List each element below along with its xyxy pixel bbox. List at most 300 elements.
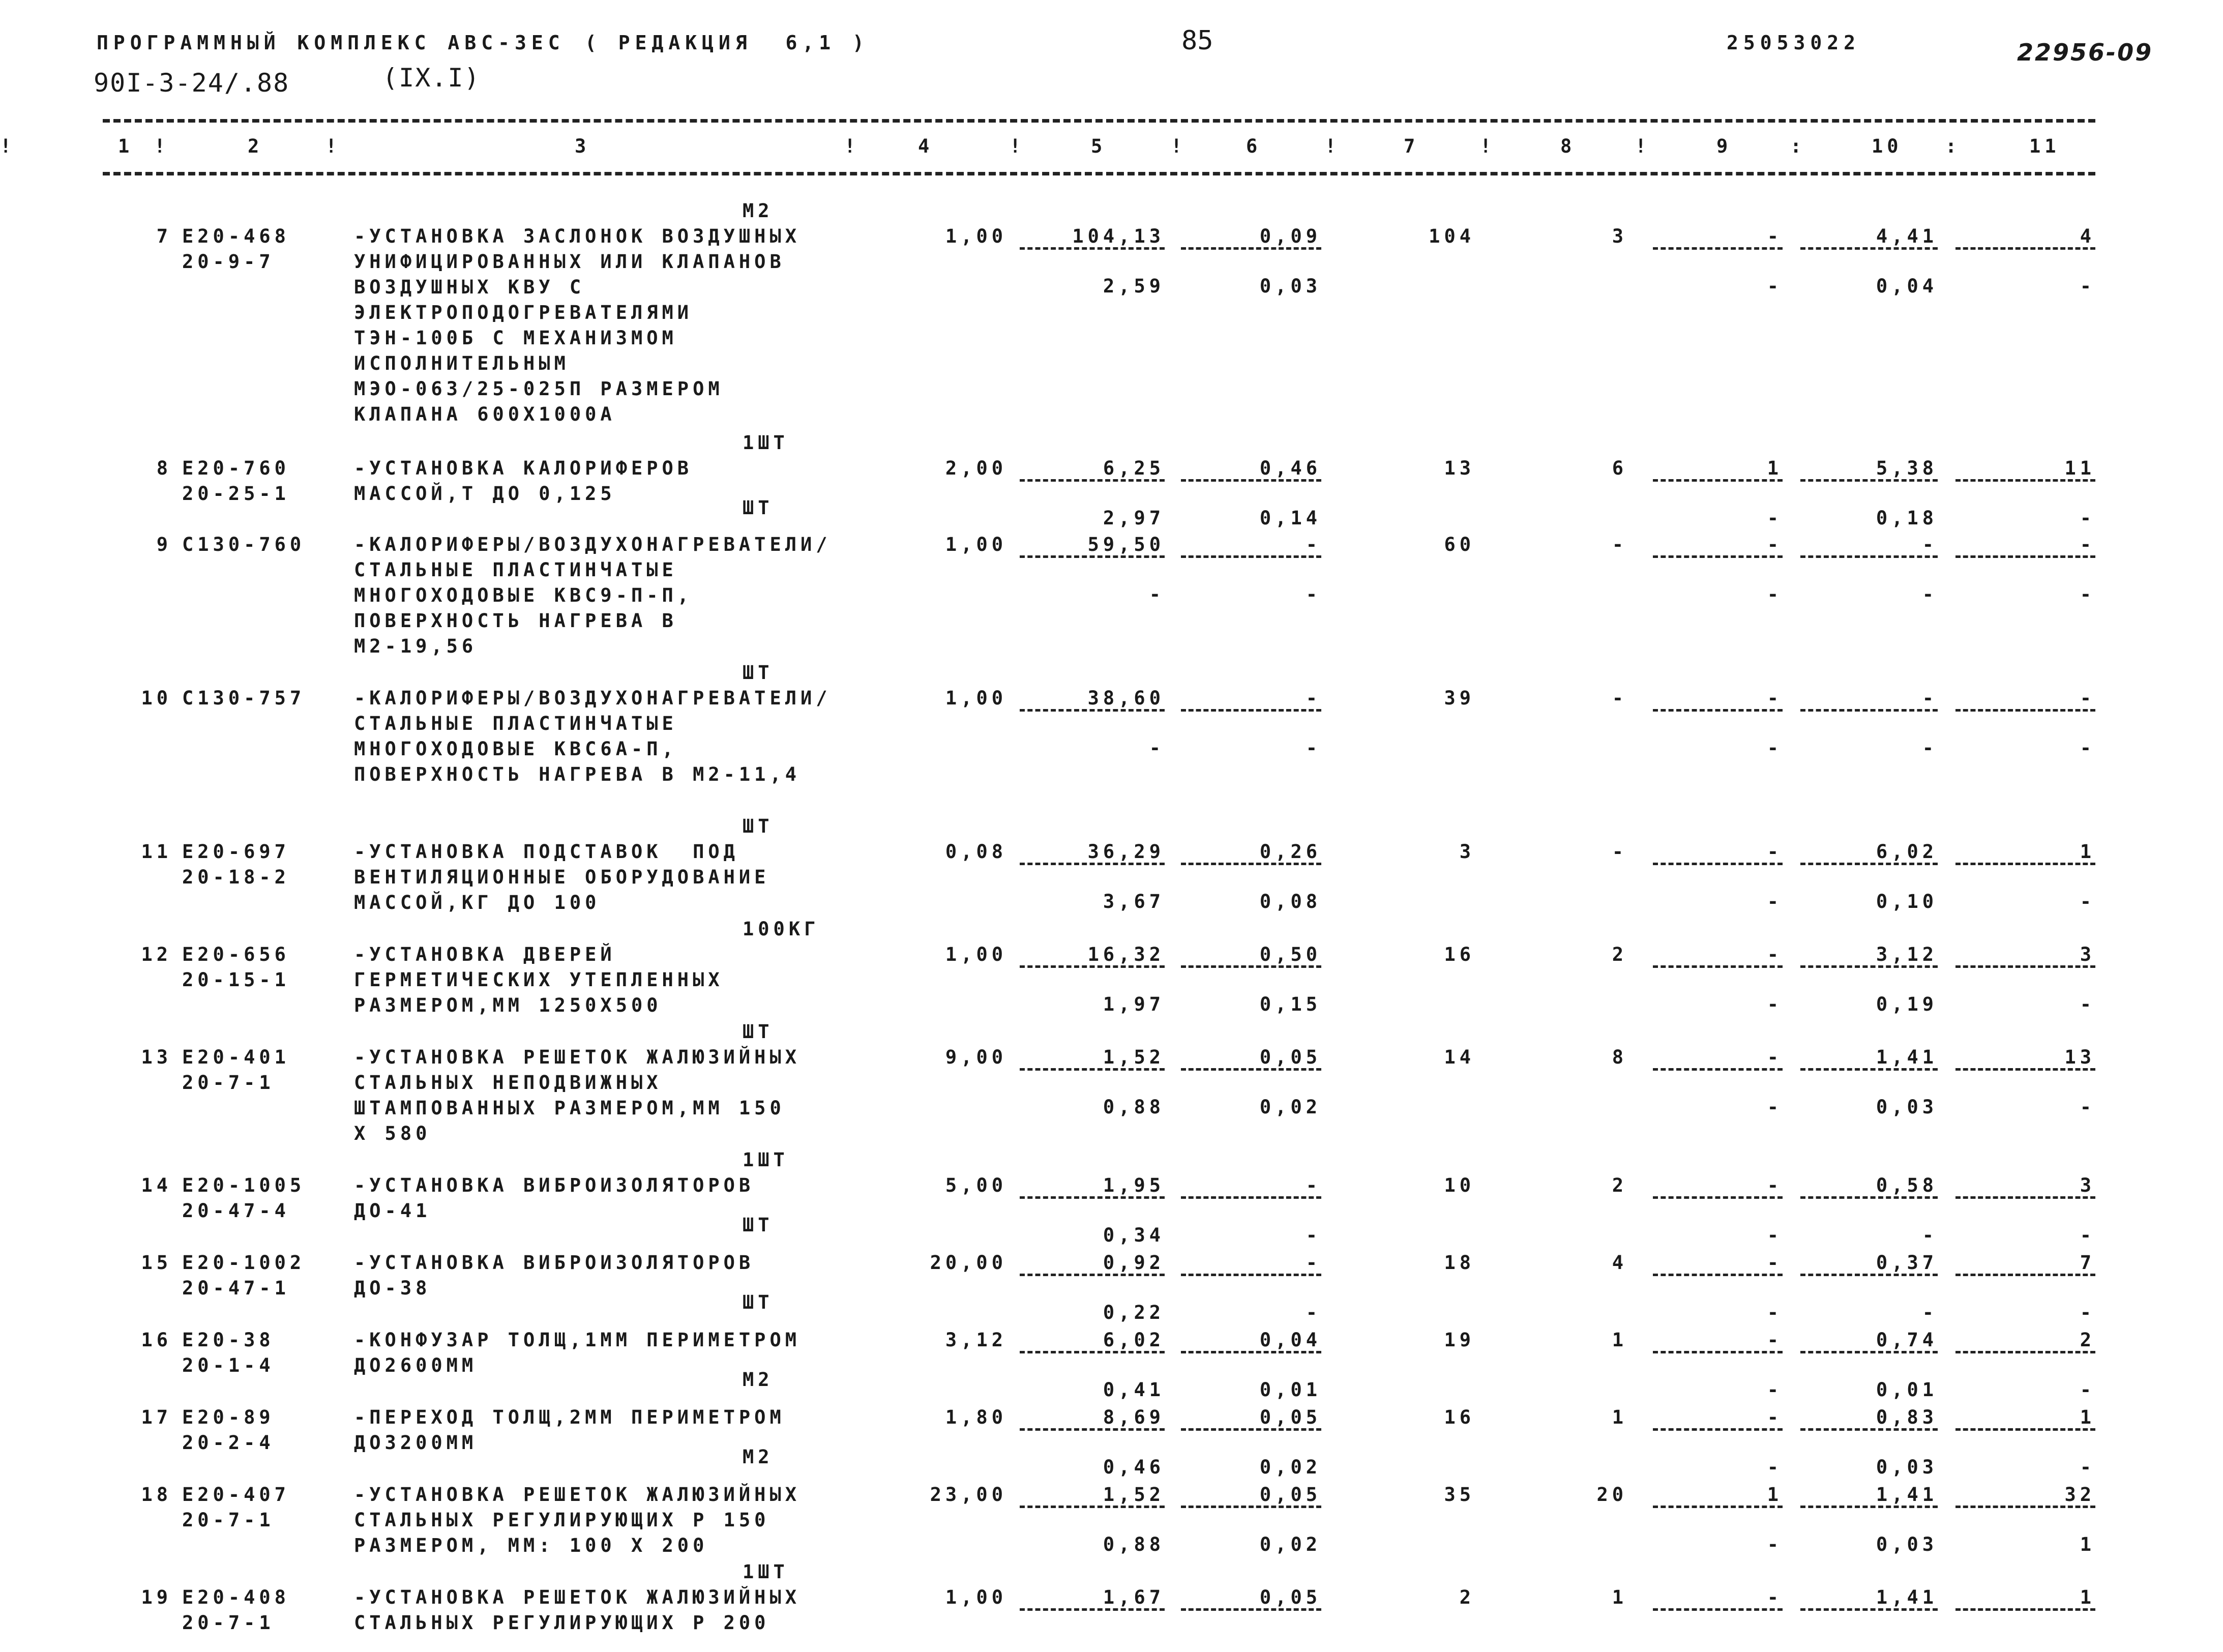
cell-divider [1955, 863, 2095, 865]
rate-code: Е20-1005 [182, 1174, 306, 1196]
cell-c10b: 0,10 [1876, 891, 1938, 912]
cell-c5: 1,52 [1103, 1484, 1165, 1506]
cell-c5b: 0,88 [1103, 1533, 1165, 1555]
cell-divider [1955, 247, 2095, 250]
cell-c10b: - [1922, 1224, 1938, 1246]
cell-c11b: - [2080, 993, 2095, 1015]
cell-c4: 1,00 [945, 225, 1007, 247]
cell-c6b: 0,14 [1259, 507, 1321, 529]
cell-divider [1955, 965, 2095, 968]
cell-divider [1955, 555, 2095, 558]
rate-code: Е20-408 [182, 1586, 290, 1608]
cell-c7: 60 [1444, 534, 1475, 555]
cell-c9b: - [1767, 583, 1783, 605]
cell-divider [1181, 1428, 1321, 1431]
cell-divider [1181, 709, 1321, 712]
cell-divider [1955, 1351, 2095, 1353]
work-description-line: -УСТАНОВКА РЕШЕТОК ЖАЛЮЗИЙНЫХ [354, 1484, 801, 1506]
cell-c4: 23,00 [930, 1484, 1007, 1506]
header-rule-top [103, 119, 2095, 123]
cell-divider [1955, 479, 2095, 482]
unit-label: ШТ [743, 1214, 774, 1236]
cell-c5: 104,13 [1072, 225, 1165, 247]
cell-c10: 1,41 [1876, 1046, 1938, 1068]
cell-c6: 0,46 [1259, 457, 1321, 479]
cell-c6b: 0,01 [1259, 1379, 1321, 1401]
cell-divider [1653, 555, 1783, 558]
work-description-line: СТАЛЬНЫЕ ПЛАСТИНЧАТЫЕ [354, 713, 677, 734]
cell-divider [1653, 247, 1783, 250]
cell-c6: - [1306, 1252, 1321, 1274]
row-number: 12 [141, 943, 172, 965]
cell-divider [1800, 965, 1938, 968]
cell-divider [1653, 1428, 1783, 1431]
cell-c11b: - [2080, 275, 2095, 297]
cell-c6: 0,05 [1259, 1046, 1321, 1068]
cell-c9: - [1767, 1329, 1783, 1351]
rate-subcode: 20-7-1 [182, 1072, 275, 1094]
row-number: 17 [141, 1406, 172, 1428]
cell-c6b: - [1306, 583, 1321, 605]
cell-divider [1955, 1068, 2095, 1071]
row-number: 9 [156, 534, 172, 555]
cell-divider [1800, 479, 1938, 482]
cell-c9: - [1767, 687, 1783, 709]
cell-c5: 1,67 [1103, 1586, 1165, 1608]
work-description-line: ВОЗДУШНЫХ КВУ С [354, 276, 585, 298]
cell-c7: 39 [1444, 687, 1475, 709]
cell-c11b: - [2080, 1379, 2095, 1401]
work-description-line: -КАЛОРИФЕРЫ/ВОЗДУХОНАГРЕВАТЕЛИ/ [354, 534, 832, 555]
work-description-line: ИСПОЛНИТЕЛЬНЫМ [354, 352, 570, 374]
cell-c4: 1,00 [945, 1586, 1007, 1608]
cell-c9: - [1767, 1586, 1783, 1608]
cell-c6b: - [1306, 737, 1321, 759]
cell-c11b: - [2080, 583, 2095, 605]
cell-c4: 3,12 [945, 1329, 1007, 1351]
cell-c4: 2,00 [945, 457, 1007, 479]
work-description-line: КЛАПАНА 600Х1000А [354, 403, 616, 425]
unit-label: ШТ [743, 1021, 774, 1043]
cell-divider [1181, 247, 1321, 250]
cell-divider [1181, 1351, 1321, 1353]
column-header-6: 6 [1246, 135, 1262, 157]
cell-c10b: 0,01 [1876, 1379, 1938, 1401]
cell-c6b: 0,02 [1259, 1456, 1321, 1478]
work-description-line: ДО-41 [354, 1200, 431, 1222]
cell-c11: 1 [2080, 841, 2095, 863]
cell-c10b: 0,18 [1876, 507, 1938, 529]
cell-c7: 10 [1444, 1174, 1475, 1196]
cell-c11b: - [2080, 1096, 2095, 1118]
cell-c5: 59,50 [1087, 534, 1165, 555]
column-header-1: 1 [118, 135, 134, 157]
rate-code: Е20-468 [182, 225, 290, 247]
cell-c6b: 0,03 [1259, 275, 1321, 297]
cell-divider [1800, 1196, 1938, 1199]
cell-c5: 16,32 [1087, 943, 1165, 965]
work-description-line: ТЭН-100Б С МЕХАНИЗМОМ [354, 327, 677, 349]
cell-c6: 0,26 [1259, 841, 1321, 863]
cell-divider [1020, 965, 1165, 968]
cell-c9b: - [1767, 1456, 1783, 1478]
row-number: 11 [141, 841, 172, 863]
cell-c9b: - [1767, 1533, 1783, 1555]
cell-divider [1181, 1506, 1321, 1508]
rate-code: Е20-401 [182, 1046, 290, 1068]
cell-c8: 3 [1612, 225, 1627, 247]
cell-c11: 3 [2080, 1174, 2095, 1196]
cell-divider [1800, 1506, 1938, 1508]
cell-c5b: 0,46 [1103, 1456, 1165, 1478]
unit-label: ШТ [743, 662, 774, 684]
cell-divider [1800, 709, 1938, 712]
rate-subcode: 20-2-4 [182, 1432, 275, 1454]
cell-c4: 0,08 [945, 841, 1007, 863]
cell-c7: 13 [1444, 457, 1475, 479]
rate-subcode: 20-7-1 [182, 1509, 275, 1531]
work-description-line: РАЗМЕРОМ, ММ: 100 Х 200 [354, 1535, 708, 1556]
program-title: ПРОГРАММНЫЙ КОМПЛЕКС АВС-3ЕС [97, 32, 565, 54]
cell-c5b: 0,88 [1103, 1096, 1165, 1118]
cell-divider [1181, 1068, 1321, 1071]
header-rule-bottom [103, 172, 2095, 175]
work-description-line: Х 580 [354, 1123, 431, 1144]
cell-c10: 1,41 [1876, 1586, 1938, 1608]
cell-c10: - [1922, 534, 1938, 555]
cell-c11: 32 [2064, 1484, 2095, 1506]
work-description-line: МНОГОХОДОВЫЕ КВС9-П-П, [354, 584, 693, 606]
cell-c5b: - [1149, 737, 1165, 759]
cell-divider [1955, 1196, 2095, 1199]
cell-c6b: - [1306, 1302, 1321, 1323]
cell-divider [1800, 1608, 1938, 1611]
rate-code: С130-757 [182, 687, 306, 709]
rate-code: Е20-38 [182, 1329, 275, 1351]
work-description-line: СТАЛЬНЫХ РЕГУЛИРУЮЩИХ Р 200 [354, 1612, 770, 1634]
work-description-line: ДО2600ММ [354, 1354, 478, 1376]
cell-divider [1955, 1274, 2095, 1276]
cell-divider [1020, 1608, 1165, 1611]
work-description-line: -УСТАНОВКА ВИБРОИЗОЛЯТОРОВ [354, 1174, 755, 1196]
cell-c9: - [1767, 841, 1783, 863]
work-description-line: ДО-38 [354, 1277, 431, 1299]
cell-c6: - [1306, 687, 1321, 709]
rate-code: С130-760 [182, 534, 306, 555]
cell-c7: 16 [1444, 1406, 1475, 1428]
cell-c10b: 0,03 [1876, 1533, 1938, 1555]
cell-c10b: 0,03 [1876, 1096, 1938, 1118]
document-code: 25053022 [1727, 32, 1861, 54]
cell-c5: 6,02 [1103, 1329, 1165, 1351]
cell-divider [1020, 1506, 1165, 1508]
cell-c7: 2 [1459, 1586, 1475, 1608]
cell-divider [1020, 1068, 1165, 1071]
unit-label: ШТ [743, 815, 774, 837]
cell-c4: 5,00 [945, 1174, 1007, 1196]
cell-c7: 18 [1444, 1252, 1475, 1274]
cell-c9: - [1767, 1252, 1783, 1274]
cell-divider [1020, 1428, 1165, 1431]
cell-divider [1800, 1351, 1938, 1353]
work-description-line: УНИФИЦИРОВАННЫХ ИЛИ КЛАПАНОВ [354, 251, 785, 273]
cell-c6b: 0,02 [1259, 1096, 1321, 1118]
cell-divider [1181, 1274, 1321, 1276]
cell-c11b: - [2080, 1456, 2095, 1478]
rate-subcode: 20-47-4 [182, 1200, 290, 1222]
cell-c11: - [2080, 534, 2095, 555]
row-number: 19 [141, 1586, 172, 1608]
cell-c9b: - [1767, 275, 1783, 297]
cell-c11: 1 [2080, 1406, 2095, 1428]
cell-divider [1653, 965, 1783, 968]
cell-c5b: 0,41 [1103, 1379, 1165, 1401]
work-description-line: -УСТАНОВКА ДВЕРЕЙ [354, 943, 616, 965]
cell-divider [1181, 1196, 1321, 1199]
cell-c11: 7 [2080, 1252, 2095, 1274]
cell-c6b: 0,08 [1259, 891, 1321, 912]
column-separator: ! [1171, 135, 1187, 157]
cell-divider [1181, 479, 1321, 482]
cell-c11b: - [2080, 507, 2095, 529]
work-description-line: М2-19,56 [354, 635, 478, 657]
work-description-line: СТАЛЬНЫХ НЕПОДВИЖНЫХ [354, 1072, 662, 1094]
cell-divider [1020, 1274, 1165, 1276]
page-number: 85 [1181, 25, 1213, 56]
unit-label: ШТ [743, 497, 774, 519]
cell-c5b: 0,34 [1103, 1224, 1165, 1246]
unit-label: 1ШТ [743, 1561, 789, 1583]
cell-c8: 20 [1596, 1484, 1627, 1506]
cell-c11: 1 [2080, 1586, 2095, 1608]
work-description-line: ШТАМПОВАННЫХ РАЗМЕРОМ,ММ 150 [354, 1097, 785, 1119]
column-separator: : [1790, 135, 1806, 157]
cell-c11b: - [2080, 1224, 2095, 1246]
cell-c7: 104 [1429, 225, 1475, 247]
cell-c9: - [1767, 534, 1783, 555]
cell-c9b: - [1767, 737, 1783, 759]
cell-c8: 4 [1612, 1252, 1627, 1274]
cell-c11b: 1 [2080, 1533, 2095, 1555]
cell-c9: - [1767, 943, 1783, 965]
work-description-line: ВЕНТИЛЯЦИОННЫЕ ОБОРУДОВАНИЕ [354, 866, 770, 888]
work-description-line: МАССОЙ,КГ ДО 100 [354, 892, 601, 913]
cell-c5: 0,92 [1103, 1252, 1165, 1274]
rate-subcode: 20-47-1 [182, 1277, 290, 1299]
cell-c9b: - [1767, 891, 1783, 912]
column-header-10: 10 [1872, 135, 1903, 157]
cell-c11: - [2080, 687, 2095, 709]
cell-c11: 4 [2080, 225, 2095, 247]
cell-divider [1020, 709, 1165, 712]
cell-c10: 0,74 [1876, 1329, 1938, 1351]
cell-c10: 5,38 [1876, 457, 1938, 479]
cell-c5: 1,95 [1103, 1174, 1165, 1196]
rate-code: Е20-760 [182, 457, 290, 479]
cell-divider [1653, 1608, 1783, 1611]
work-description-line: РАЗМЕРОМ,ММ 1250Х500 [354, 994, 662, 1016]
cell-c4: 20,00 [930, 1252, 1007, 1274]
work-description-line: ПОВЕРХНОСТЬ НАГРЕВА В [354, 610, 677, 632]
cell-c8: 6 [1612, 457, 1627, 479]
cell-divider [1653, 1274, 1783, 1276]
cell-c5b: 2,97 [1103, 507, 1165, 529]
rate-code: Е20-1002 [182, 1252, 306, 1274]
cell-c10b: - [1922, 1302, 1938, 1323]
sheet-reference: 22956-09 [2017, 39, 2153, 66]
work-description-line: -УСТАНОВКА РЕШЕТОК ЖАЛЮЗИЙНЫХ [354, 1586, 801, 1608]
cell-divider [1020, 247, 1165, 250]
cell-c11: 2 [2080, 1329, 2095, 1351]
column-separator: : [1945, 135, 1961, 157]
column-separator: ! [1480, 135, 1496, 157]
rate-subcode: 20-9-7 [182, 251, 275, 273]
cell-c4: 1,00 [945, 534, 1007, 555]
cell-c10b: - [1922, 583, 1938, 605]
rate-subcode: 20-15-1 [182, 969, 290, 991]
cell-c9b: - [1767, 993, 1783, 1015]
work-description-line: ПОВЕРХНОСТЬ НАГРЕВА В М2-11,4 [354, 763, 801, 785]
cell-c4: 1,80 [945, 1406, 1007, 1428]
cell-c4: 1,00 [945, 943, 1007, 965]
cell-c7: 35 [1444, 1484, 1475, 1506]
cell-c10b: - [1922, 737, 1938, 759]
cell-divider [1181, 1608, 1321, 1611]
cell-divider [1955, 1608, 2095, 1611]
cell-divider [1653, 1068, 1783, 1071]
cell-c4: 9,00 [945, 1046, 1007, 1068]
cell-c9: 1 [1767, 457, 1783, 479]
unit-label: М2 [743, 1369, 774, 1391]
row-number: 7 [156, 225, 172, 247]
rate-code: Е20-697 [182, 841, 290, 863]
unit-label: 100КГ [743, 918, 820, 940]
cell-c8: 1 [1612, 1586, 1627, 1608]
rate-subcode: 20-18-2 [182, 866, 290, 888]
cell-c5: 8,69 [1103, 1406, 1165, 1428]
row-number: 13 [141, 1046, 172, 1068]
cell-c9: 1 [1767, 1484, 1783, 1506]
work-description-line: ДО3200ММ [354, 1432, 478, 1454]
cell-c11b: - [2080, 1302, 2095, 1323]
cell-divider [1020, 479, 1165, 482]
cell-divider [1955, 1428, 2095, 1431]
cell-c9b: - [1767, 1096, 1783, 1118]
work-description-line: -УСТАНОВКА ВИБРОИЗОЛЯТОРОВ [354, 1252, 755, 1274]
cell-c6: - [1306, 534, 1321, 555]
column-separator: ! [1325, 135, 1341, 157]
work-description-line: -УСТАНОВКА КАЛОРИФЕРОВ [354, 457, 693, 479]
cell-divider [1181, 555, 1321, 558]
work-description-line: ЭЛЕКТРОПОДОГРЕВАТЕЛЯМИ [354, 302, 693, 323]
row-number: 15 [141, 1252, 172, 1274]
column-header-11: 11 [2029, 135, 2060, 157]
rate-code: Е20-407 [182, 1484, 290, 1506]
cell-divider [1020, 1196, 1165, 1199]
row-number: 10 [141, 687, 172, 709]
cell-c8: - [1612, 534, 1627, 555]
cell-c10: 1,41 [1876, 1484, 1938, 1506]
cell-c10b: 0,04 [1876, 275, 1938, 297]
work-description-line: МАССОЙ,Т ДО 0,125 [354, 483, 616, 505]
cell-c5: 1,52 [1103, 1046, 1165, 1068]
work-description-line: МНОГОХОДОВЫЕ КВС6А-П, [354, 738, 677, 760]
cell-c5: 38,60 [1087, 687, 1165, 709]
cell-divider [1653, 1506, 1783, 1508]
column-separator: ! [1010, 135, 1025, 157]
unit-label: 1ШТ [743, 1149, 789, 1171]
cell-c6: 0,50 [1259, 943, 1321, 965]
cell-c6: 0,09 [1259, 225, 1321, 247]
cell-c6: 0,05 [1259, 1586, 1321, 1608]
cell-c6: - [1306, 1174, 1321, 1196]
cell-c9b: - [1767, 1224, 1783, 1246]
row-number: 18 [141, 1484, 172, 1506]
rate-code: Е20-89 [182, 1406, 275, 1428]
cell-divider [1955, 1506, 2095, 1508]
cell-c5b: - [1149, 583, 1165, 605]
cell-c8: 1 [1612, 1329, 1627, 1351]
unit-label: М2 [743, 200, 774, 222]
work-description-line: -КОНФУЗАР ТОЛЩ,1ММ ПЕРИМЕТРОМ [354, 1329, 801, 1351]
cell-c8: - [1612, 841, 1627, 863]
work-description-line: -УСТАНОВКА РЕШЕТОК ЖАЛЮЗИЙНЫХ [354, 1046, 801, 1068]
cell-divider [1020, 863, 1165, 865]
row-number: 16 [141, 1329, 172, 1351]
work-description-line: -ПЕРЕХОД ТОЛЩ,2ММ ПЕРИМЕТРОМ [354, 1406, 785, 1428]
cell-c4: 1,00 [945, 687, 1007, 709]
cell-c11: 3 [2080, 943, 2095, 965]
cell-c10: 0,37 [1876, 1252, 1938, 1274]
work-description-line: -УСТАНОВКА ЗАСЛОНОК ВОЗДУШНЫХ [354, 225, 801, 247]
rate-subcode: 20-7-1 [182, 1612, 275, 1634]
column-separator: ! [325, 135, 341, 157]
cell-c9b: - [1767, 1302, 1783, 1323]
work-description-line: ГЕРМЕТИЧЕСКИХ УТЕПЛЕННЫХ [354, 969, 724, 991]
row-number: 14 [141, 1174, 172, 1196]
cell-divider [1800, 863, 1938, 865]
cell-divider [1653, 1351, 1783, 1353]
unit-label: 1ШТ [743, 432, 789, 454]
cell-c11: 11 [2064, 457, 2095, 479]
cell-c6b: 0,15 [1259, 993, 1321, 1015]
cell-c5b: 3,67 [1103, 891, 1165, 912]
cell-c10b: 0,03 [1876, 1456, 1938, 1478]
cell-divider [1800, 247, 1938, 250]
cell-c10b: 0,19 [1876, 993, 1938, 1015]
column-separator: ! [0, 135, 16, 157]
cell-divider [1800, 1428, 1938, 1431]
cell-c10: 3,12 [1876, 943, 1938, 965]
cell-divider [1800, 1068, 1938, 1071]
cell-c8: 8 [1612, 1046, 1627, 1068]
project-number: 90I-3-24/.88 [94, 68, 290, 98]
column-separator: ! [844, 135, 860, 157]
row-number: 8 [156, 457, 172, 479]
work-description-line: СТАЛЬНЫХ РЕГУЛИРУЮЩИХ Р 150 [354, 1509, 770, 1531]
column-header-3: 3 [575, 135, 590, 157]
cell-divider [1653, 479, 1783, 482]
cell-c7: 3 [1459, 841, 1475, 863]
part-number: (IX.I) [382, 63, 481, 93]
cell-c9: - [1767, 1174, 1783, 1196]
cell-c6: 0,04 [1259, 1329, 1321, 1351]
cell-c5: 6,25 [1103, 457, 1165, 479]
cell-c10: 6,02 [1876, 841, 1938, 863]
cell-divider [1955, 709, 2095, 712]
cell-c9b: - [1767, 1379, 1783, 1401]
cell-divider [1653, 863, 1783, 865]
